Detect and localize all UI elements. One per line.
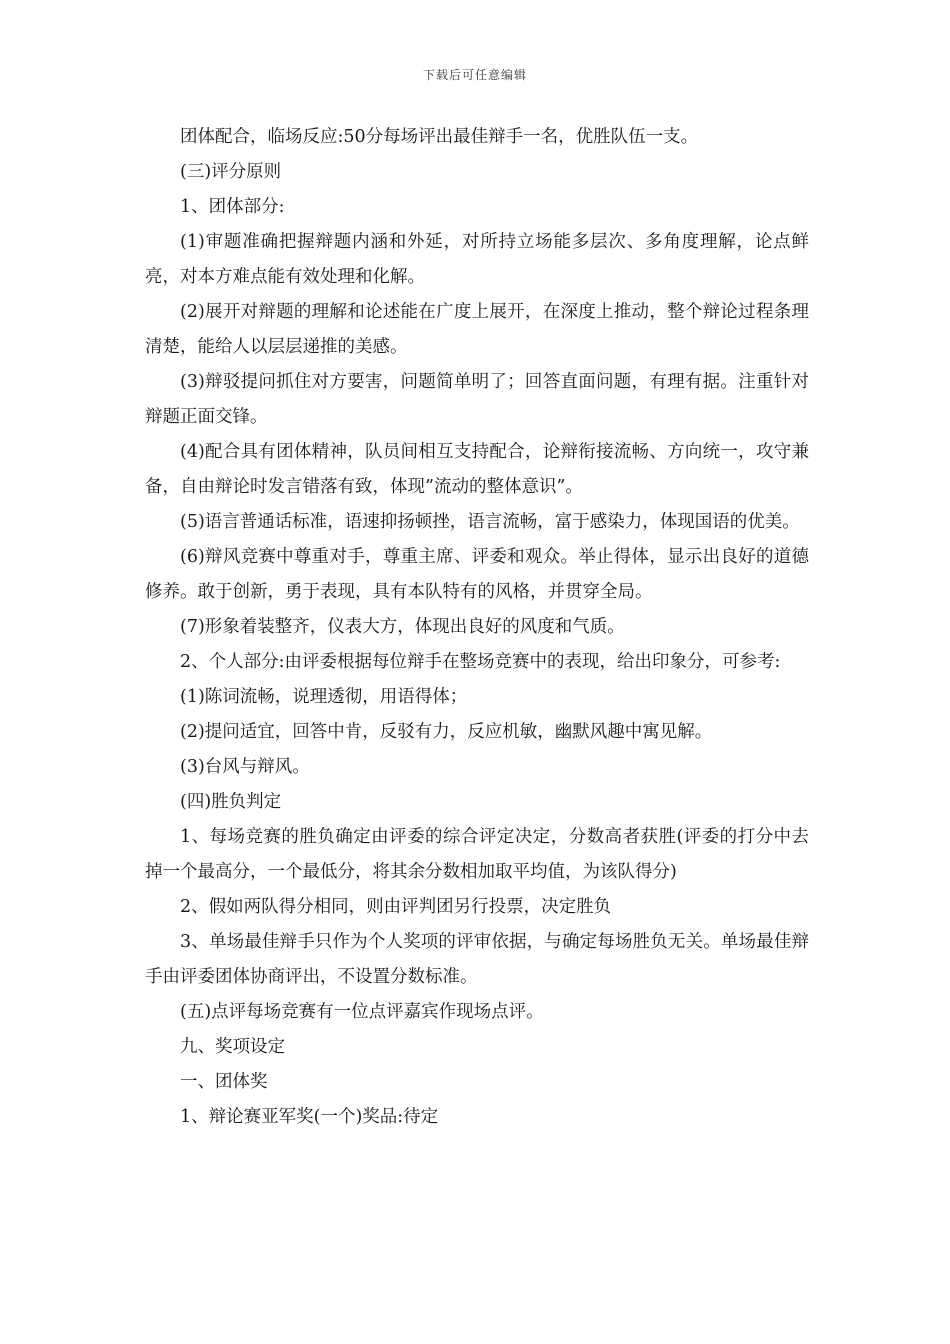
paragraph: (3)辩驳提问抓住对方要害，问题简单明了；回答直面问题，有理有据。注重针对辩题正面交锋。 (145, 372, 809, 427)
subsection-heading: 2、个人部分:由评委根据每位辩手在整场竞赛中的表现，给出印象分，可参考: (180, 652, 781, 672)
paragraph: (1)陈词流畅，说理透彻，用语得体； (180, 687, 468, 707)
section-heading: (五)点评每场竞赛有一位点评嘉宾作现场点评。 (180, 1002, 544, 1022)
paragraph: (2)展开对辩题的理解和论述能在广度上展开，在深度上推动，整个辩论过程条理清楚，能给人以层层递推的美感。 (145, 302, 809, 357)
paragraph: (5)语言普通话标准，语速抑扬顿挫，语言流畅，富于感染力，体现国语的优美。 (180, 512, 800, 532)
subsection-heading: 1、团体部分: (180, 197, 285, 217)
paragraph: (2)提问适宜，回答中肯，反驳有力，反应机敏，幽默风趣中寓见解。 (180, 722, 713, 742)
paragraph: 2、假如两队得分相同，则由评判团另行投票，决定胜负 (180, 897, 612, 917)
paragraph: 1、每场竞赛的胜负确定由评委的综合评定决定，分数高者获胜(评委的打分中去掉一个最高分，一个最低分，将其余分数相加取平均值，为该队得分) (145, 827, 809, 882)
paragraph: (3)台风与辩风。 (180, 757, 310, 777)
paragraph: (1)审题准确把握辩题内涵和外延，对所持立场能多层次、多角度理解，论点鲜亮，对本方难点能有效处理和化解。 (145, 232, 809, 287)
page-header: 下载后可任意编辑 (422, 68, 527, 82)
section-heading: 一、团体奖 (180, 1072, 268, 1092)
chapter-heading: 九、奖项设定 (180, 1037, 285, 1057)
paragraph: 团体配合，临场反应:50分每场评出最佳辩手一名，优胜队伍一支。 (180, 127, 699, 147)
section-heading: (四)胜负判定 (180, 792, 282, 812)
paragraph: (7)形象着装整齐，仪表大方，体现出良好的风度和气质。 (180, 617, 625, 637)
paragraph: 3、单场最佳辩手只作为个人奖项的评审依据，与确定每场胜负无关。单场最佳辩手由评委团体协商评出，不设置分数标准。 (145, 932, 809, 987)
paragraph: (4)配合具有团体精神，队员间相互支持配合，论辩衔接流畅、方向统一，攻守兼备，自由辩论时发言错落有致，体现”流动的整体意识”。 (145, 442, 809, 497)
section-heading: (三)评分原则 (180, 162, 282, 182)
paragraph: (6)辩风竞赛中尊重对手，尊重主席、评委和观众。举止得体，显示出良好的道德修养。敢于创新，勇于表现，具有本队特有的风格，并贯穿全局。 (145, 547, 809, 602)
paragraph: 1、辩论赛亚军奖(一个)奖品:待定 (180, 1107, 439, 1127)
document-body (145, 120, 809, 1135)
